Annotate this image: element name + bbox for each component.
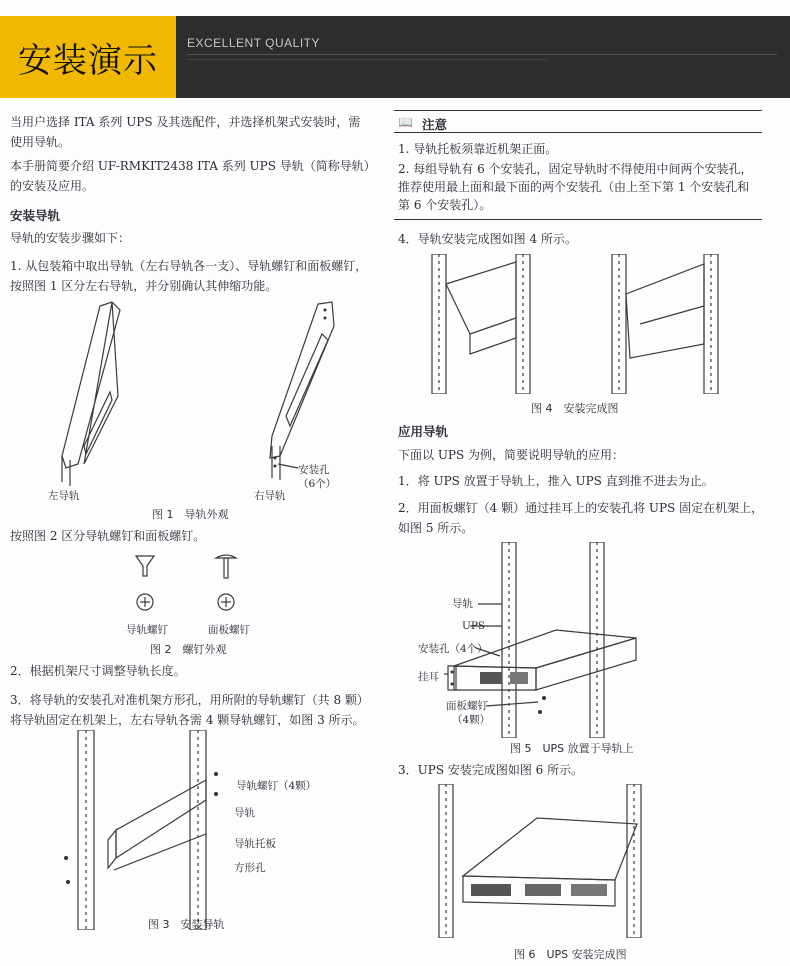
fig2-caption: 图 2 螺钉外观 [150, 643, 227, 656]
fig5-holes-label: 安装孔（4个） [418, 643, 488, 655]
figure-3-install-rail [56, 730, 231, 930]
fig1-caption: 图 1 导轨外观 [152, 508, 229, 521]
header-rule [187, 54, 777, 55]
step-1-line-2: 按照图 1 区分左右导轨，并分别确认其伸缩功能。 [10, 279, 278, 293]
note-2-line-2: 推荐使用最上面和最下面的两个安装孔（由上至下第 1 个安装孔和 [398, 180, 750, 194]
fig5-caption: 图 5 UPS 放置于导轨上 [510, 742, 634, 755]
note-2-line-1: 2. 每组导轨有 6 个安装孔，固定导轨时不得使用中间两个安装孔， [398, 162, 753, 176]
fig2-panel-screw-label: 面板螺钉 [208, 624, 250, 636]
figure-6-ups-install-complete [437, 784, 667, 938]
fig1-left-rail-label: 左导轨 [48, 490, 80, 502]
fig1-holes-label: 安装孔 [298, 464, 330, 476]
fig3-square-hole-label: 方形孔 [234, 862, 266, 874]
step-4: 4．导轨安装完成图如图 4 所示。 [398, 232, 577, 246]
steps-intro: 导轨的安装步骤如下： [10, 231, 131, 245]
fig5-ups-label: UPS [462, 620, 486, 632]
step-3-line-2: 将导轨固定在机架上，左右导轨各需 4 颗导轨螺钉，如图 3 所示。 [10, 713, 365, 727]
fig3-screw-label: 导轨螺钉（4颗） [236, 780, 317, 792]
fig1-right-rail-label: 右导轨 [254, 490, 286, 502]
fig3-caption: 图 3 安装导轨 [148, 918, 225, 931]
apply-intro: 下面以 UPS 为例，简要说明导轨的应用： [398, 448, 625, 462]
intro-line-1: 当用户选择 ITA 系列 UPS 及其选配件，并选择机架式安装时，需 [10, 115, 361, 129]
fig4-caption: 图 4 安装完成图 [531, 402, 619, 415]
page-header [0, 16, 790, 98]
figure-2-screws [120, 552, 260, 622]
fig3-rail-label: 导轨 [234, 807, 255, 819]
fig1-holes-count: （6个） [298, 478, 337, 490]
section-title-apply: 应用导轨 [398, 424, 449, 439]
fig2-rail-screw-label: 导轨螺钉 [126, 624, 168, 636]
fig5-panel-screw-count: （4颗） [452, 714, 491, 726]
fig6-caption: 图 6 UPS 安装完成图 [514, 948, 627, 961]
step-1-line-1: 1. 从包装箱中取出导轨（左右导轨各一支）、导轨螺钉和面板螺钉， [10, 259, 368, 273]
note-title: 注意 [422, 117, 448, 132]
book-icon: 📖 [398, 115, 413, 129]
apply-step-1: 1．将 UPS 放置于导轨上，推入 UPS 直到推不进去为止。 [398, 474, 714, 488]
page-title: 安装演示 [18, 40, 158, 81]
apply-step-3: 3．UPS 安装完成图如图 6 所示。 [398, 763, 584, 777]
step-2: 2．根据机架尺寸调整导轨长度。 [10, 664, 186, 678]
note-2-line-3: 第 6 个安装孔）。 [398, 198, 492, 212]
intro-line-4: 的安装及应用。 [10, 179, 95, 193]
fig3-tray-label: 导轨托板 [234, 838, 276, 850]
header-subtitle: EXCELLENT QUALITY [187, 36, 320, 50]
header-rule-secondary [187, 59, 547, 60]
intro-line-3: 本手册简要介绍 UF-RMKIT2438 ITA 系列 UPS 导轨（简称导轨） [10, 159, 376, 173]
note-1: 1. 导轨托板须靠近机架正面。 [398, 142, 558, 156]
fig5-ear-label: 挂耳 [418, 671, 439, 683]
apply-step-2-line-2: 如图 5 所示。 [398, 521, 474, 535]
note-header [394, 112, 762, 133]
fig5-panel-screw-label: 面板螺钉 [446, 700, 488, 712]
fig5-rail-label: 导轨 [452, 598, 473, 610]
screws-intro: 按照图 2 区分导轨螺钉和面板螺钉。 [10, 529, 206, 543]
section-title-install: 安装导轨 [10, 208, 61, 223]
title-badge [0, 16, 176, 98]
figure-4-install-complete [430, 254, 760, 394]
apply-step-2-line-1: 2．用面板螺钉（4 颗）通过挂耳上的安装孔将 UPS 固定在机架上， [398, 501, 764, 515]
intro-line-2: 使用导轨。 [10, 135, 71, 149]
step-3-line-1: 3．将导轨的安装孔对准机架方形孔，用所附的导轨螺钉（共 8 颗） [10, 693, 369, 707]
